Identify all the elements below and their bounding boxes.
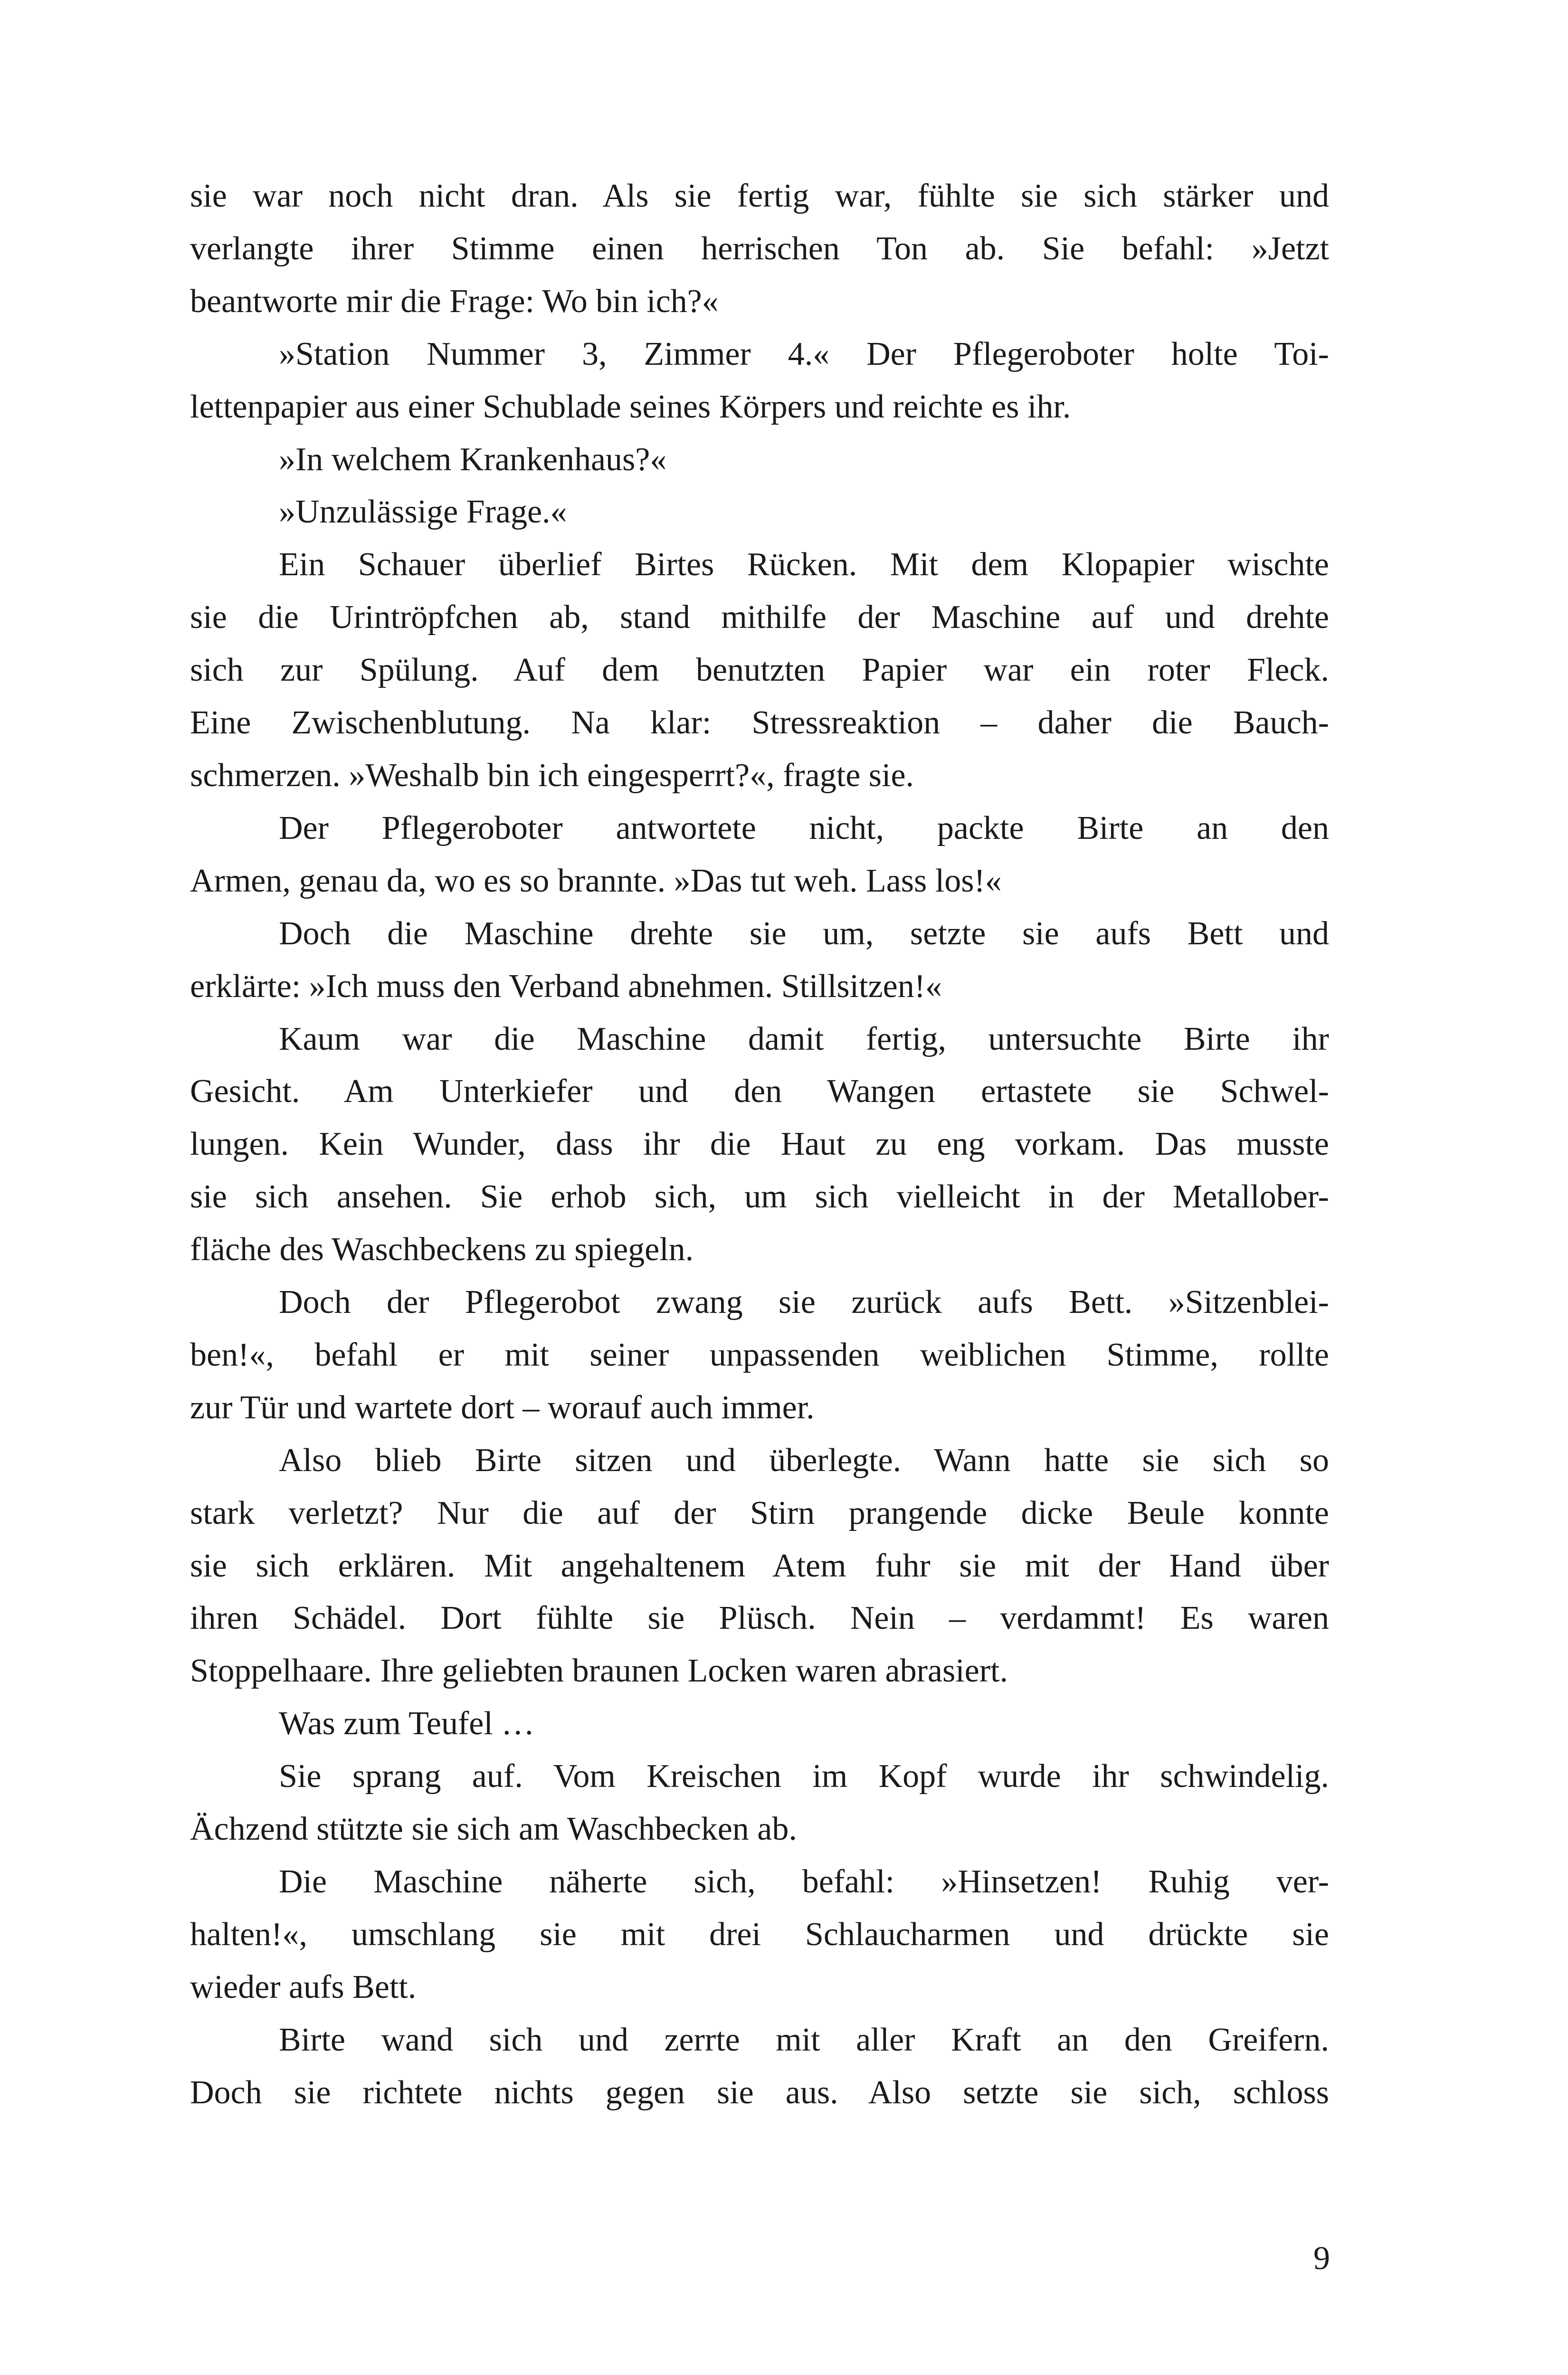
text-line: Doch sie richtete nichts gegen sie aus. Also setzte sie sich, schloss <box>190 2074 1329 2111</box>
text-line: Der Pflegeroboter antwortete nicht, packte Birte an den <box>279 809 1329 846</box>
text-line: stark verletzt? Nur die auf der Stirn prangende dicke Beule konnte <box>190 1494 1329 1531</box>
text-line: erklärte: »Ich muss den Verband abnehmen. Stillsitzen!« <box>190 968 942 1005</box>
paragraph <box>190 1856 1329 2014</box>
body-text <box>190 170 1329 2119</box>
text-line: sich zur Spülung. Auf dem benutzten Papier war ein roter Fleck. <box>190 652 1329 689</box>
paragraph <box>190 539 1329 802</box>
text-line: lungen. Kein Wunder, dass ihr die Haut zu eng vorkam. Das musste <box>190 1126 1329 1163</box>
text-line: Also blieb Birte sitzen und überlegte. Wann hatte sie sich so <box>279 1442 1329 1479</box>
text-line: sie sich erklären. Mit angehaltenem Atem fuhr sie mit der Hand über <box>190 1547 1329 1584</box>
text-line: wieder aufs Bett. <box>190 1968 417 2005</box>
paragraph <box>190 434 1329 486</box>
text-line: »Unzulässige Frage.« <box>279 494 567 531</box>
paragraph <box>190 1434 1329 1698</box>
text-line: Stoppelhaare. Ihre geliebten braunen Locken waren abrasiert. <box>190 1653 1008 1690</box>
text-line: Die Maschine näherte sich, befahl: »Hinsetzen! Ruhig ver- <box>279 1863 1329 1900</box>
text-line: Doch der Pflegerobot zwang sie zurück aufs Bett. »Sitzenblei- <box>279 1284 1329 1321</box>
text-line: Doch die Maschine drehte sie um, setzte sie aufs Bett und <box>279 915 1329 952</box>
text-line: sie die Urintröpfchen ab, stand mithilfe der Maschine auf und drehte <box>190 599 1329 636</box>
paragraph <box>190 486 1329 539</box>
text-line: beantworte mir die Frage: Wo bin ich?« <box>190 283 719 320</box>
text-line: schmerzen. »Weshalb bin ich eingesperrt?«, fragte sie. <box>190 757 914 794</box>
text-line: »In welchem Krankenhaus?« <box>279 441 667 478</box>
paragraph <box>190 1698 1329 1750</box>
paragraph <box>190 908 1329 1013</box>
text-line: Gesicht. Am Unterkiefer und den Wangen ertastete sie Schwel- <box>190 1073 1329 1110</box>
text-line: Was zum Teufel … <box>279 1705 535 1742</box>
text-line: »Station Nummer 3, Zimmer 4.« Der Pflegeroboter holte Toi- <box>279 335 1329 372</box>
paragraph <box>190 1013 1329 1277</box>
text-line: Eine Zwischenblutung. Na klar: Stressreaktion – daher die Bauch- <box>190 704 1329 741</box>
text-line: sie sich ansehen. Sie erhob sich, um sich vielleicht in der Metallober- <box>190 1178 1329 1216</box>
text-line: verlangte ihrer Stimme einen herrischen Ton ab. Sie befahl: »Jetzt <box>190 230 1329 267</box>
page-number: 9 <box>1313 2240 1330 2277</box>
paragraph <box>190 170 1329 328</box>
text-line: Birte wand sich und zerrte mit aller Kraft an den Greifern. <box>279 2021 1329 2058</box>
text-line: Armen, genau da, wo es so brannte. »Das tut weh. Lass los!« <box>190 862 1002 899</box>
paragraph <box>190 1750 1329 1856</box>
text-line: Ein Schauer überlief Birtes Rücken. Mit dem Klopapier wischte <box>279 546 1329 583</box>
text-line: Sie sprang auf. Vom Kreischen im Kopf wurde ihr schwindelig. <box>279 1758 1329 1795</box>
paragraph <box>190 2014 1329 2119</box>
paragraph <box>190 328 1329 434</box>
text-line: lettenpapier aus einer Schublade seines Körpers und reichte es ihr. <box>190 388 1071 425</box>
text-line: ben!«, befahl er mit seiner unpassenden weiblichen Stimme, rollte <box>190 1336 1329 1373</box>
text-line: zur Tür und wartete dort – worauf auch immer. <box>190 1389 815 1426</box>
text-line: fläche des Waschbeckens zu spiegeln. <box>190 1231 694 1268</box>
text-line: Ächzend stützte sie sich am Waschbecken ab. <box>190 1811 797 1848</box>
text-line: ihren Schädel. Dort fühlte sie Plüsch. Nein – verdammt! Es waren <box>190 1600 1329 1637</box>
paragraph <box>190 1276 1329 1434</box>
text-line: sie war noch nicht dran. Als sie fertig war, fühlte sie sich stärker und <box>190 178 1329 214</box>
paragraph <box>190 802 1329 908</box>
text-line: halten!«, umschlang sie mit drei Schlaucharmen und drückte sie <box>190 1916 1329 1953</box>
text-line: Kaum war die Maschine damit fertig, untersuchte Birte ihr <box>279 1020 1329 1057</box>
